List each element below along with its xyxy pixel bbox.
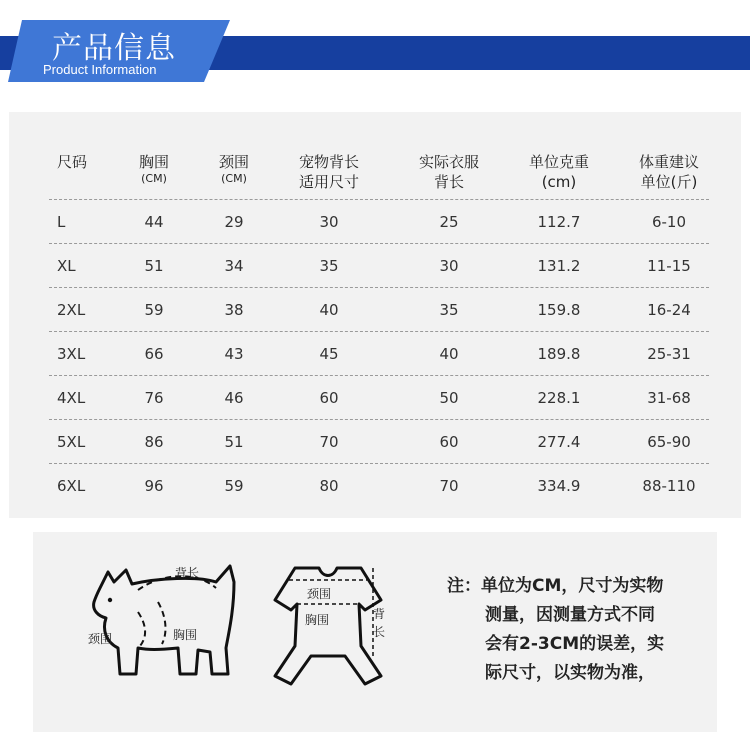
table-cell: 60	[439, 433, 459, 451]
table-row	[49, 244, 709, 288]
table-cell: 70	[439, 477, 459, 495]
table-cell: 59	[224, 477, 244, 495]
table-cell: 96	[144, 477, 164, 495]
dog-outline-icon	[88, 552, 248, 682]
table-cell: 4XL	[57, 389, 86, 407]
table-cell: 2XL	[57, 301, 86, 319]
page-title: 产品信息	[52, 31, 176, 66]
column-header: 胸围 (CM)	[138, 153, 169, 185]
coat-neck-label: 颈围	[307, 587, 332, 601]
note-line: 注：单位为CM，尺寸为实物	[447, 576, 664, 596]
table-cell: 65-90	[647, 433, 691, 451]
size-table	[49, 142, 709, 508]
size-table-panel	[9, 112, 741, 518]
column-header: 尺码	[57, 153, 88, 171]
page-subtitle: Product Information	[43, 62, 157, 77]
note-line: 际尺寸，以实物为准，	[485, 663, 655, 683]
table-cell: 51	[224, 433, 244, 451]
table-cell: 40	[439, 345, 459, 363]
table-cell: 88-110	[642, 477, 696, 495]
table-cell: 29	[224, 213, 244, 231]
table-header-row	[49, 142, 709, 200]
table-cell: 40	[319, 301, 339, 319]
dog-chest-label: 胸围	[173, 628, 198, 642]
column-header: 单位克重 (cm)	[528, 153, 589, 191]
measurement-panel	[33, 532, 717, 732]
dog-neck-label: 颈围	[88, 632, 113, 646]
table-row	[49, 200, 709, 244]
table-cell: 5XL	[57, 433, 86, 451]
table-cell: 159.8	[537, 301, 581, 319]
table-cell: 112.7	[537, 213, 581, 231]
table-cell: 35	[439, 301, 459, 319]
table-cell: 189.8	[537, 345, 581, 363]
table-cell: 6-10	[651, 213, 687, 231]
measurement-note	[447, 572, 707, 688]
dog-back-length-label: 背长	[175, 566, 200, 580]
table-cell: 66	[144, 345, 164, 363]
column-header: 体重建议 单位(斤)	[638, 153, 699, 191]
table-cell: 50	[439, 389, 459, 407]
table-cell: 44	[144, 213, 164, 231]
coat-chest-label: 胸围	[305, 613, 330, 627]
table-cell: 6XL	[57, 477, 86, 495]
table-cell: 31-68	[647, 389, 691, 407]
table-cell: 16-24	[647, 301, 691, 319]
table-cell: 60	[319, 389, 339, 407]
table-cell: 277.4	[537, 433, 581, 451]
table-cell: 25-31	[647, 345, 691, 363]
table-cell: L	[57, 213, 66, 231]
table-cell: 3XL	[57, 345, 86, 363]
note-line: 测量，因测量方式不同	[485, 605, 655, 625]
coat-back-label-2: 长	[373, 625, 386, 639]
table-cell: XL	[57, 257, 76, 275]
table-row	[49, 332, 709, 376]
table-cell: 34	[224, 257, 244, 275]
table-cell: 43	[224, 345, 244, 363]
table-cell: 25	[439, 213, 459, 231]
table-cell: 70	[319, 433, 339, 451]
table-cell: 59	[144, 301, 164, 319]
table-cell: 228.1	[537, 389, 581, 407]
table-row	[49, 376, 709, 420]
column-header: 宠物背长 适用尺寸	[298, 153, 359, 191]
table-cell: 30	[319, 213, 339, 231]
table-cell: 76	[144, 389, 164, 407]
table-row	[49, 420, 709, 464]
note-line: 会有2-3CM的误差，实	[485, 634, 665, 654]
table-row	[49, 288, 709, 332]
coat-back-label-1: 背	[373, 607, 386, 621]
column-header: 实际衣服 背长	[418, 153, 479, 191]
table-cell: 80	[319, 477, 339, 495]
table-cell: 86	[144, 433, 164, 451]
table-cell: 334.9	[537, 477, 581, 495]
table-row	[49, 464, 709, 508]
table-cell: 45	[319, 345, 339, 363]
table-cell: 11-15	[647, 257, 691, 275]
table-cell: 38	[224, 301, 244, 319]
table-cell: 131.2	[537, 257, 581, 275]
table-cell: 30	[439, 257, 459, 275]
column-header: 颈围 (CM)	[218, 153, 249, 185]
table-cell: 46	[224, 389, 244, 407]
table-cell: 51	[144, 257, 164, 275]
table-cell: 35	[319, 257, 339, 275]
